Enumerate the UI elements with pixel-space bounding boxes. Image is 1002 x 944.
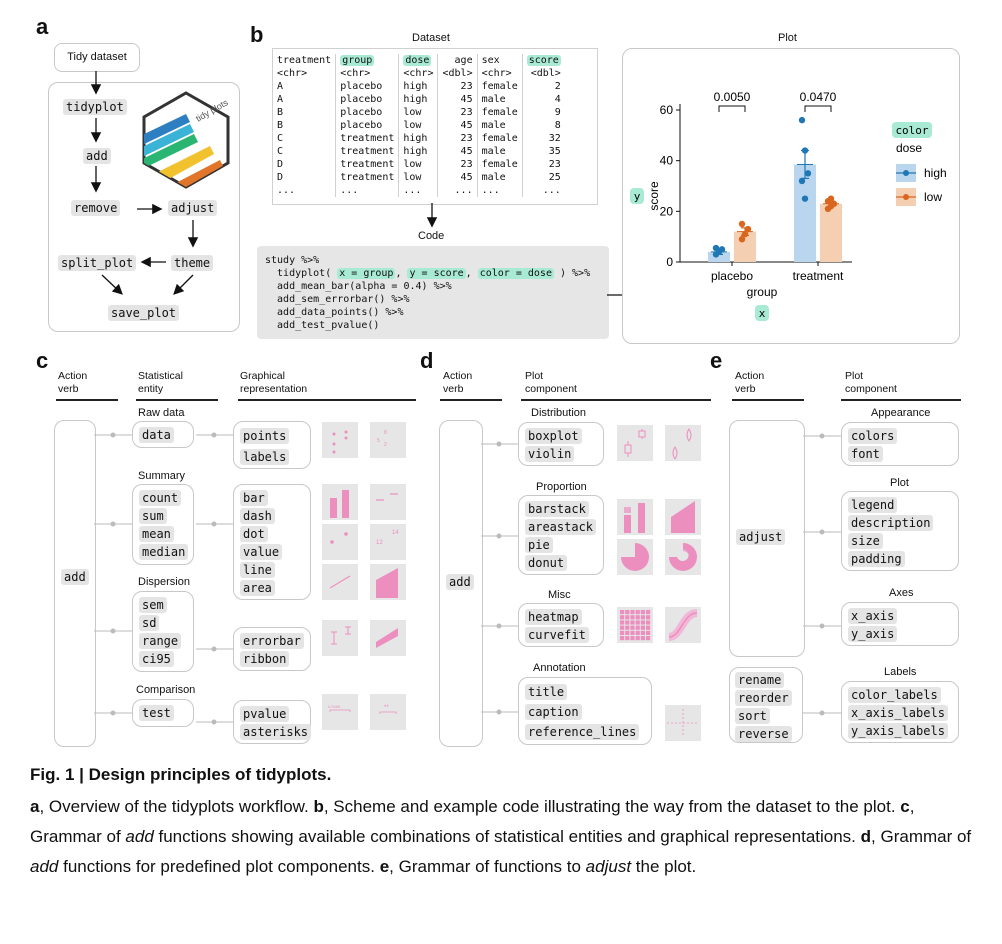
component-violin: violin [525, 446, 574, 462]
table-cell: A [277, 94, 284, 105]
component-padding: padding [848, 551, 905, 567]
column-type: <dbl> [438, 67, 477, 80]
entity-range: range [139, 633, 181, 649]
c-group-comparison-title: Comparison [136, 684, 196, 696]
e-group-appearance [841, 422, 959, 466]
caption-segment: , Grammar of functions to [389, 857, 586, 876]
table-cell: 45 [438, 171, 477, 184]
rep-line: line [240, 562, 275, 578]
code-line: tidyplot( x = group , y = score , color = dose ) %>% [265, 268, 591, 279]
table-cell: treatment [336, 132, 399, 145]
svg-text:5: 5 [377, 438, 380, 444]
column-type: <chr> [399, 67, 438, 80]
component-caption: caption [525, 704, 582, 720]
table-cell: ... [399, 184, 438, 197]
table-cell: female [477, 80, 522, 93]
pvalue-label: 0.0050 [713, 90, 751, 104]
rep-errorbar: errorbar [240, 633, 304, 649]
x-tick-label: placebo [710, 269, 754, 283]
d-group-distribution-title: Distribution [531, 407, 587, 419]
table-cell: ... [438, 184, 477, 197]
component-title: title [525, 684, 567, 700]
table-cell: female [477, 106, 522, 119]
table-cell: 23 [522, 158, 565, 171]
table-cell: low [399, 119, 438, 132]
table-cell: female [477, 158, 522, 171]
component-y-axis-labels: y_axis_labels [848, 723, 948, 739]
y-axis-label: score [647, 181, 661, 211]
figure-caption-title: Fig. 1 | Design principles of tidyplots. [30, 765, 332, 784]
caption-segment: the plot. [631, 857, 697, 876]
column-type: <chr> [336, 67, 399, 80]
entity-test: test [139, 705, 174, 721]
column-header: dose [399, 54, 438, 67]
table-cell: A [277, 81, 284, 92]
rep-area: area [240, 580, 275, 596]
y-tick-label: 20 [659, 204, 673, 219]
column-header: score [522, 54, 565, 67]
code-line: add_mean_bar(alpha = 0.4) %>% [265, 281, 452, 292]
component-pie: pie [525, 537, 553, 553]
entity-ci95: ci95 [139, 651, 174, 667]
code-aesthetic-highlight: y = score [409, 268, 464, 279]
column-header: sex [477, 54, 522, 67]
caption-segment: e [379, 857, 390, 876]
table-cell: 35 [522, 145, 565, 158]
table-cell: ... [522, 184, 565, 197]
component-legend: legend [848, 497, 897, 513]
panel-letter-a: a [36, 14, 49, 39]
table-cell: high [399, 132, 438, 145]
table-cell: D [277, 172, 284, 183]
table-cell: 45 [438, 93, 477, 106]
d-header-verb: Action verb [443, 370, 473, 395]
table-cell: B [277, 107, 284, 118]
caption-segment: , Grammar of [871, 827, 972, 846]
table-cell: low [399, 171, 438, 184]
e-group-axes [841, 602, 959, 646]
e-group-labels-title: Labels [884, 666, 917, 678]
d-group-proportion-title: Proportion [536, 481, 587, 493]
table-cell: high [399, 93, 438, 106]
legend-label-high: high [924, 166, 947, 180]
table-cell: male [477, 171, 522, 184]
entity-data: data [139, 427, 174, 443]
x-tick-label: treatment [792, 269, 844, 283]
code-aesthetic-highlight: x = group [339, 268, 394, 279]
code-title: Code [418, 230, 445, 242]
pvalue-label: 0.0470 [799, 90, 837, 104]
c-header-entity: Statistical entity [138, 370, 183, 395]
step-remove: remove [71, 200, 120, 216]
table-cell: low [399, 158, 438, 171]
table-cell: placebo [336, 119, 399, 132]
tidy-dataset-label: Tidy dataset [67, 51, 127, 63]
code-aesthetic-highlight: color = dose [479, 268, 552, 279]
component-y-axis: y_axis [848, 626, 897, 642]
table-cell: 45 [438, 119, 477, 132]
d-verb-add: add [446, 574, 474, 590]
component-boxplot: boxplot [525, 428, 582, 444]
entity-count: count [139, 490, 181, 506]
table-cell: 45 [438, 145, 477, 158]
color-mapping-chip-label: color [895, 124, 929, 137]
table-cell: 8 [522, 119, 565, 132]
table-cell: low [399, 106, 438, 119]
rep-asterisks: asterisks [240, 724, 311, 740]
step-add: add [83, 148, 111, 164]
table-cell: treatment [336, 158, 399, 171]
rep-pvalue: pvalue [240, 706, 289, 722]
table-cell: placebo [336, 93, 399, 106]
component-barstack: barstack [525, 501, 589, 517]
c-group-raw-title: Raw data [138, 407, 185, 419]
table-cell: placebo [336, 106, 399, 119]
entity-mean: mean [139, 526, 174, 542]
dataset-title: Dataset [412, 32, 450, 44]
table-cell: 4 [522, 93, 565, 106]
e-verb-adjust: adjust [736, 529, 785, 545]
c-verb-add: add [61, 569, 89, 585]
entity-median: median [139, 544, 188, 560]
table-cell: male [477, 119, 522, 132]
caption-segment: functions for predefined plot components. [58, 857, 380, 876]
table-cell: 23 [438, 158, 477, 171]
table-cell: high [399, 80, 438, 93]
table-cell: 9 [522, 106, 565, 119]
svg-text:2: 2 [384, 442, 387, 448]
caption-segment: add [30, 857, 59, 876]
e-group-axes-title: Axes [889, 587, 914, 599]
table-cell: B [277, 120, 284, 131]
step-split-plot: split_plot [58, 255, 136, 271]
entity-sd: sd [139, 615, 159, 631]
logo-text: tidy plots [194, 97, 230, 124]
e-verb-reverse: reverse [735, 726, 792, 742]
table-cell: ... [336, 184, 399, 197]
table-cell: male [477, 93, 522, 106]
e-verb-rename: rename [735, 672, 784, 688]
c-group-summary-title: Summary [138, 470, 186, 482]
caption-segment: b [313, 797, 324, 816]
column-type: <dbl> [522, 67, 565, 80]
caption-segment: , Grammar of [30, 797, 915, 846]
y-tick-label: 60 [659, 103, 673, 117]
entity-sem: sem [139, 597, 167, 613]
d-group-misc-title: Misc [548, 589, 571, 601]
caption-segment: , Scheme and example code illustrating the way from the dataset to the plot. [323, 797, 901, 816]
caption-segment: functions showing available combinations of statistical entities and graphical representations. [153, 827, 861, 846]
rep-points: points [240, 428, 289, 444]
step-adjust: adjust [168, 200, 217, 216]
rep-ribbon: ribbon [240, 651, 289, 667]
c-header-verb: Action verb [58, 370, 88, 395]
component-x-axis-labels: x_axis_labels [848, 705, 948, 721]
d-header-component: Plot component [525, 370, 577, 395]
caption-segment: , Overview of the tidyplots workflow. [39, 797, 314, 816]
caption-segment: a [30, 797, 40, 816]
component-color-labels: color_labels [848, 687, 941, 703]
component-donut: donut [525, 555, 567, 571]
code-line: add_data_points() %>% [265, 307, 404, 318]
table-cell: C [277, 133, 284, 144]
d-group-annotation-title: Annotation [533, 662, 586, 674]
e-group-plot-title: Plot [890, 477, 909, 489]
step-tidyplot: tidyplot [63, 99, 127, 115]
value-tile-text-b: 14 [392, 530, 399, 536]
rep-labels: labels [240, 449, 289, 465]
caption-segment: adjust [585, 857, 632, 876]
table-cell: 25 [522, 171, 565, 184]
e-header-component: Plot component [845, 370, 897, 395]
c-header-representation: Graphical representation [240, 370, 308, 395]
svg-text:8: 8 [384, 430, 387, 436]
code-line: study %>% [265, 255, 320, 266]
value-tile-text-a: 12 [376, 540, 383, 546]
table-cell: treatment [336, 171, 399, 184]
x-mapping-chip-label: x [758, 307, 766, 320]
e-verb-reorder: reorder [735, 690, 792, 706]
caption-segment: c [900, 797, 910, 816]
column-header: group [336, 54, 399, 67]
table-cell: 2 [522, 80, 565, 93]
e-group-plot [841, 491, 959, 571]
step-theme: theme [171, 255, 213, 271]
table-cell: 23 [438, 132, 477, 145]
legend-label-low: low [924, 190, 943, 204]
table-cell: male [477, 145, 522, 158]
pvalue-tile-text: 0.0469 [328, 704, 341, 709]
table-cell: high [399, 145, 438, 158]
rep-dot: dot [240, 526, 268, 542]
e-verb-sort: sort [735, 708, 770, 724]
y-tick-label: 40 [659, 153, 673, 168]
component-font: font [848, 446, 883, 462]
code-line: add_sem_errorbar() %>% [265, 294, 410, 305]
table-cell: placebo [336, 80, 399, 93]
c-group-dispersion-title: Dispersion [138, 576, 190, 588]
e-header-verb: Action verb [735, 370, 765, 395]
plot-title: Plot [778, 32, 797, 44]
table-cell: 32 [522, 132, 565, 145]
column-header: treatment [277, 55, 332, 66]
table-cell: D [277, 159, 284, 170]
caption-segment: d [860, 827, 872, 846]
caption-segment: add [125, 827, 154, 846]
table-cell: ... [277, 185, 296, 196]
component-description: description [848, 515, 933, 531]
e-group-appearance-title: Appearance [871, 407, 931, 419]
asterisks-tile-text: ** [384, 705, 389, 711]
entity-sum: sum [139, 508, 167, 524]
panel-letter-b: b [250, 22, 264, 47]
table-cell: C [277, 146, 284, 157]
component-heatmap: heatmap [525, 609, 582, 625]
y-tick-label: 0 [666, 255, 673, 269]
column-type: <chr> [277, 68, 308, 79]
figure-caption-body [30, 792, 975, 882]
component-curvefit: curvefit [525, 627, 589, 643]
panel-letter-c: c [36, 348, 49, 373]
rep-dash: dash [240, 508, 275, 524]
table-cell: 23 [438, 80, 477, 93]
code-line: add_test_pvalue() [265, 320, 380, 331]
legend-title: dose [896, 141, 923, 155]
component-x-axis: x_axis [848, 608, 897, 624]
component-areastack: areastack [525, 519, 596, 535]
panel-letter-e: e [710, 348, 723, 373]
table-cell: 23 [438, 106, 477, 119]
rep-value: value [240, 544, 282, 560]
rep-bar: bar [240, 490, 268, 506]
step-save-plot: save_plot [108, 305, 179, 321]
component-colors: colors [848, 428, 897, 444]
table-cell: treatment [336, 145, 399, 158]
y-mapping-chip-label: y [633, 190, 641, 203]
panel-letter-d: d [420, 348, 434, 373]
column-header: age [438, 54, 477, 67]
e-group-labels [841, 681, 959, 743]
table-cell: female [477, 132, 522, 145]
component-reference-lines: reference_lines [525, 724, 639, 740]
table-cell: ... [477, 184, 522, 197]
column-type: <chr> [477, 67, 522, 80]
component-size: size [848, 533, 883, 549]
x-axis-label: group [746, 285, 778, 299]
